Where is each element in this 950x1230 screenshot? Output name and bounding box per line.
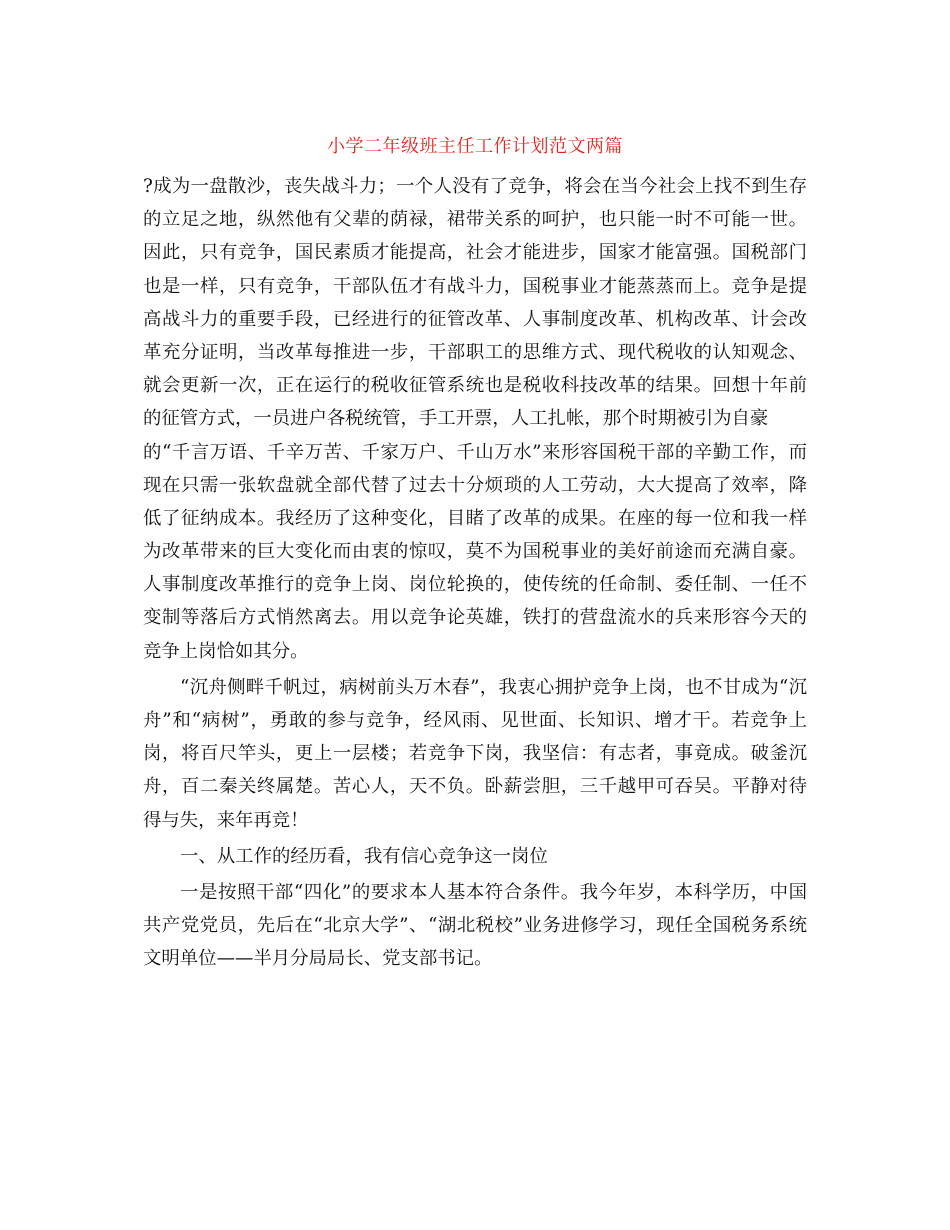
text-line: 因此，只有竞争，国民素质才能提高，社会才能进步，国家才能富强。国税部门 [143,242,807,264]
section-heading [143,840,807,873]
text-line: 岗，将百尺竿头，更上一层楼；若竞争下岗，我坚信：有志者，事竟成。破釜沉 [143,743,807,765]
text-line: 竞争上岗恰如其分。 [143,640,309,662]
text-line: 革充分证明，当改革每推进一步，干部职工的思维方式、现代税收的认知观念、 [143,341,807,363]
text-line: 高战斗力的重要手段，已经进行的征管改革、人事制度改革、机构改革、计会改 [143,308,807,330]
text-line: 的立足之地，纵然他有父辈的荫禄，裙带关系的呵护，也只能一时不可能一世。 [143,209,807,231]
text-line: 现在只需一张软盘就全部代替了过去十分烦琐的人工劳动，大大提高了效率，降 [143,474,807,496]
paragraph [143,671,807,837]
document-body [143,170,807,976]
paragraph [143,876,807,976]
text-line: 得与失，来年再竞！ [143,809,309,831]
text-line: 变制等落后方式悄然离去。用以竞争论英雄，铁打的营盘流水的兵来形容今天的 [143,607,807,629]
text-line: 就会更新一次，正在运行的税收征管系统也是税收科技改革的结果。回想十年前 [143,375,807,397]
text-line: 低了征纳成本。我经历了这种变化，目睹了改革的成果。在座的每一位和我一样 [143,507,807,529]
text-line: 一是按照干部“四化”的要求本人基本符合条件。我今年岁，本科学历，中国 [180,881,807,903]
text-line: 人事制度改革推行的竞争上岗、岗位轮换的，使传统的任命制、委任制、一任不 [143,574,807,596]
text-line: 舟，百二秦关终属楚。苦心人，天不负。卧薪尝胆，三千越甲可吞吴。平静对待 [143,776,807,798]
text-line: 也是一样，只有竞争，干部队伍才有战斗力，国税事业才能蒸蒸而上。竞争是提 [143,275,807,297]
document-title: 小学二年级班主任工作计划范文两篇 [327,136,623,157]
text-line: 舟”和“病树”，勇敢的参与竞争，经风雨、见世面、长知识、增才干。若竞争上 [143,710,807,731]
text-line: 的“千言万语、千辛万苦、千家万户、千山万水”来形容国税干部的辛勤工作，而 [143,441,807,463]
paragraph [143,170,807,668]
text-line: 共产党党员，先后在“北京大学”、“湖北税校”业务进修学习，现任全国税务系统 [143,915,807,937]
text-line: 为改革带来的巨大变化而由衷的惊叹，莫不为国税事业的美好前途而充满自豪。 [143,541,807,563]
text-line: 的征管方式，一员进户各税统管，手工开票，人工扎帐，那个时期被引为自豪 [143,408,769,430]
text-line: “沉舟侧畔千帆过，病树前头万木春”，我衷心拥护竞争上岗，也不甘成为“沉 [180,676,807,698]
text-line: 文明单位——半月分局局长、党支部书记。 [143,948,493,970]
text-line: 一、从工作的经历看，我有信心竞争这一岗位 [180,845,548,867]
text-line: ?成为一盘散沙，丧失战斗力；一个人没有了竞争，将会在当今社会上找不到生存 [143,176,807,197]
